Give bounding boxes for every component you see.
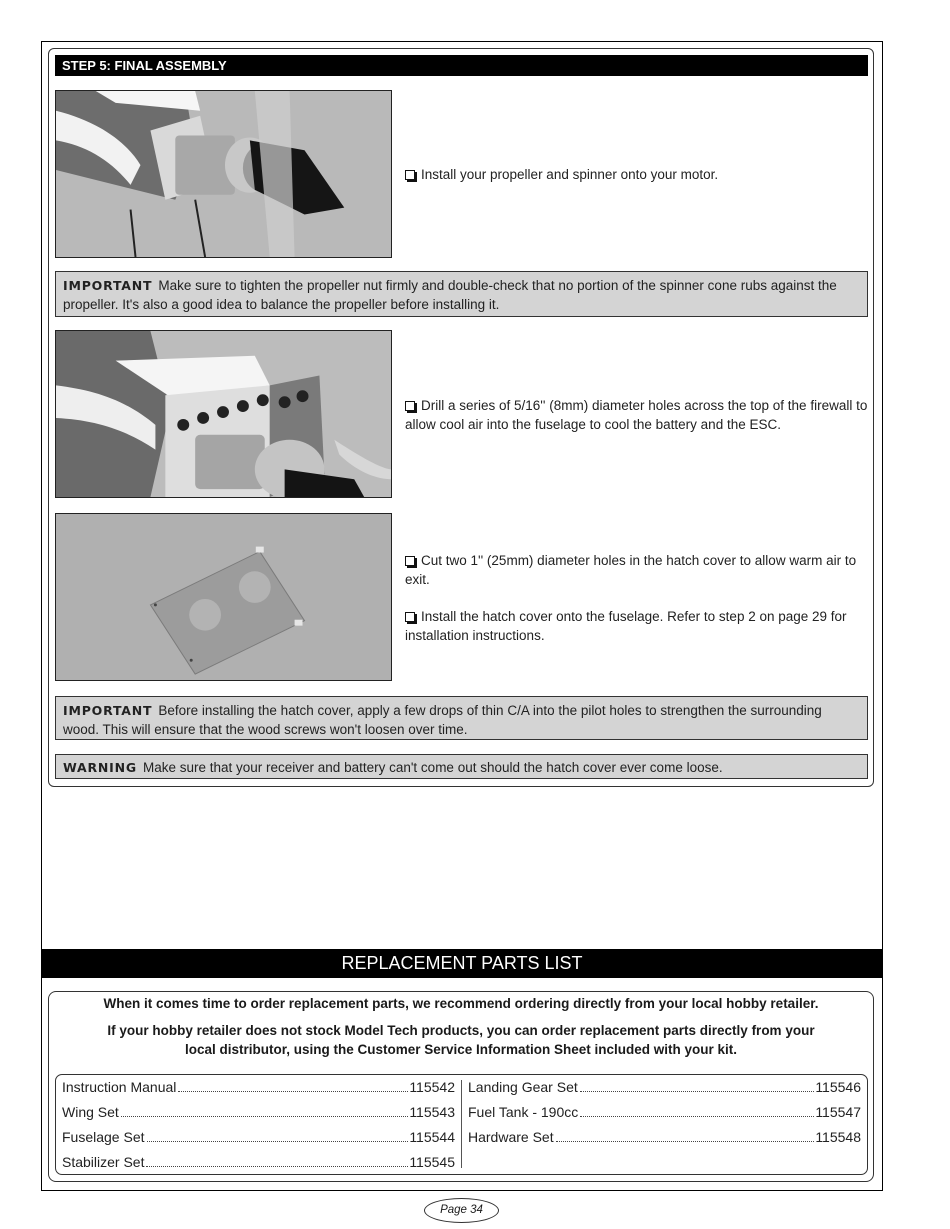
- part-row: Fuel Tank - 190cc 115547: [468, 1104, 861, 1120]
- important-note: IMPORTANT Before installing the hatch cover, apply a few drops of thin C/A into the pilot holes to strengthen the surrounding wood. This will ensure that the wood screws won't loosen over time.: [55, 696, 868, 740]
- note-tag: WARNING: [63, 760, 137, 775]
- parts-list-title: REPLACEMENT PARTS LIST: [41, 949, 883, 978]
- part-row: Hardware Set 115548: [468, 1129, 861, 1145]
- note-tag: IMPORTANT: [63, 278, 153, 293]
- parts-distributor-note: If your hobby retailer does not stock Model Tech products, you can order replacement parts directly from your local distributor, using the Customer Service Information Sheet included with your kit.: [107, 1023, 815, 1057]
- column-divider: [461, 1080, 462, 1168]
- parts-intro: When it comes time to order replacement parts, we recommend ordering directly from your local hobby retailer.: [103, 996, 819, 1011]
- part-row: Fuselage Set 115544: [62, 1129, 455, 1145]
- parts-column-left: [62, 1077, 455, 1177]
- parts-column-right: [468, 1077, 861, 1152]
- part-row: Wing Set 115543: [62, 1104, 455, 1120]
- checkbox-icon[interactable]: [405, 612, 415, 622]
- firewall-photo: [55, 330, 392, 498]
- checkbox-icon[interactable]: [405, 170, 415, 180]
- note-tag: IMPORTANT: [63, 703, 153, 718]
- hatch-cover-photo: [55, 513, 392, 681]
- important-note: IMPORTANT Make sure to tighten the propeller nut firmly and double-check that no portion of the spinner cone rubs against the propeller. It's also a good idea to balance the propeller before installing it.: [55, 271, 868, 317]
- page-number: Page 34: [424, 1198, 499, 1223]
- instruction-item: Install your propeller and spinner onto your motor.: [405, 165, 868, 184]
- instruction-item: Install the hatch cover onto the fuselage. Refer to step 2 on page 29 for installation instructions.: [405, 609, 847, 643]
- step-header: STEP 5: FINAL ASSEMBLY: [55, 55, 868, 76]
- propeller-photo: [55, 90, 392, 258]
- part-row: Instruction Manual 115542: [62, 1079, 455, 1095]
- checkbox-icon[interactable]: [405, 556, 415, 566]
- instruction-item: Drill a series of 5/16'' (8mm) diameter holes across the top of the firewall to allow cool air into the fuselage to cool the battery and the ESC.: [405, 398, 868, 432]
- part-row: Landing Gear Set 115546: [468, 1079, 861, 1095]
- instruction-item: Cut two 1'' (25mm) diameter holes in the hatch cover to allow warm air to exit.: [405, 553, 857, 587]
- part-row: Stabilizer Set 115545: [62, 1154, 455, 1170]
- warning-note: WARNING Make sure that your receiver and battery can't come out should the hatch cover ever come loose.: [55, 754, 868, 779]
- checkbox-icon[interactable]: [405, 401, 415, 411]
